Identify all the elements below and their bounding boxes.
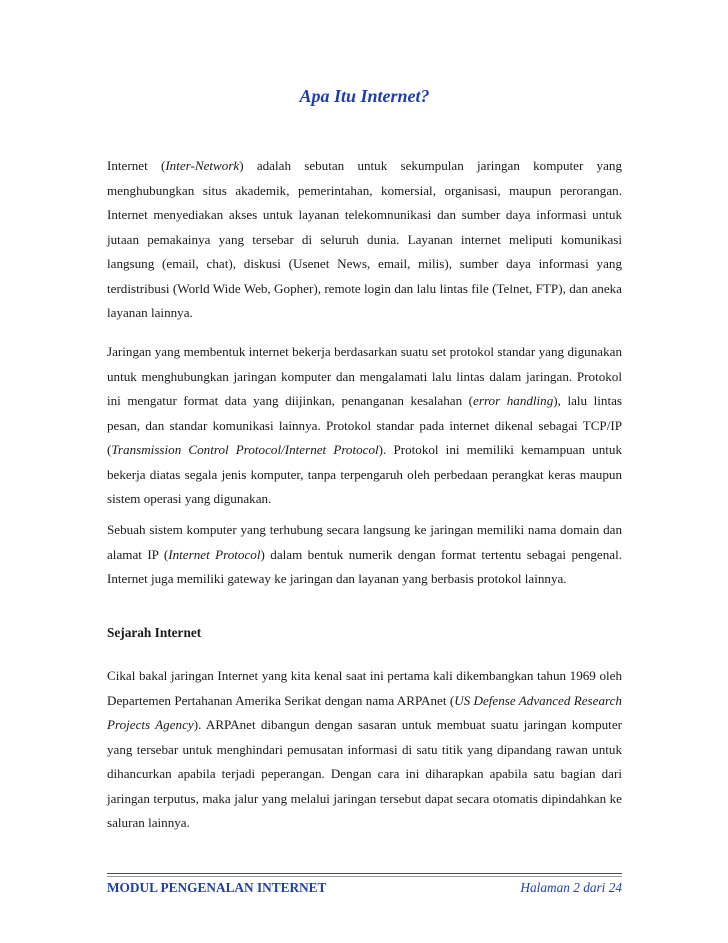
- footer-page-number: Halaman 2 dari 24: [520, 880, 622, 895]
- text-run: ) dalam bentuk numerik dengan format tertentu sebagai pengenal. Internet juga memiliki gateway ke jaringan dan layanan yang berbasis protokol lainnya.: [107, 546, 623, 586]
- paragraph-domain-ip: [107, 518, 622, 592]
- text-run: Cikal bakal jaringan Internet yang kita kenal saat ini pertama kali dikembangkan tahun 1969 oleh Departemen Pertahanan Amerika Serikat dengan nama ARPAnet (: [107, 668, 622, 708]
- text-run: Internet (: [107, 158, 166, 173]
- italic-term: error handling: [473, 393, 554, 408]
- footer-module-title: MODUL PENGENALAN INTERNET: [107, 880, 327, 895]
- paragraph-internet-definition: [107, 154, 622, 326]
- italic-term: Internet Protocol: [168, 546, 261, 562]
- text-run: Sebuah sistem komputer yang terhubung secara langsung ke jaringan memiliki nama domain dan alamat IP (: [107, 522, 622, 562]
- text-run: ). Protokol ini memiliki kemampuan untuk bekerja diatas segala jenis komputer, tanpa terpengaruh oleh perbedaan perangkat keras maupun sistem operasi yang digunakan.: [107, 442, 623, 506]
- page-title: Apa Itu Internet?: [299, 86, 430, 106]
- paragraph-internet-protocol: [107, 340, 622, 512]
- footer-divider: [107, 873, 622, 874]
- section-heading: Sejarah Internet: [107, 625, 202, 640]
- text-run: ) adalah sebutan untuk sekumpulan jaringan komputer yang menghubungkan situs akademik, pemerintahan, komersial, organisasi, maupun perorangan. Internet menyediakan akses untuk layanan telekomnunikasi dan sumber daya informasi untuk jutaan pemakainya yang tersebar di seluruh dunia. Layanan internet meliputi komunikasi langsung (email, chat), diskusi (Usenet News, email, milis), sumber daya informasi yang terdistribusi (World Wide Web, Gopher), remote login dan lalu lintas file (Telnet, FTP), dan aneka layanan lainnya.: [107, 158, 622, 320]
- text-run: ). ARPAnet dibangun dengan sasaran untuk membuat suatu jaringan komputer yang tersebar untuk menghindari pemusatan informasi di satu titik yang dipandang rawan untuk dihancurkan apabila terjadi peperangan. Dengan cara ini diharapkan apabila satu bagian dari jaringan terputus, maka jalur yang melalui jaringan tersebut dapat secara otomatis dipindahkan ke saluran lainnya.: [107, 717, 622, 830]
- italic-term: Transmission Control Protocol/Internet Protocol: [111, 442, 379, 457]
- italic-term: Inter-Network: [165, 158, 240, 173]
- document-page: [107, 0, 622, 943]
- italic-term: US Defense Advanced Research Projects Agency: [107, 692, 622, 732]
- text-run: Jaringan yang membentuk internet bekerja berdasarkan suatu set protokol standar yang digunakan untuk menghubungkan jaringan komputer dan mengalamati lalu lintas dalam jaringan. Protokol ini mengatur format data yang diijinkan, penanganan kesalahan (: [107, 344, 622, 408]
- paragraph-history: [107, 664, 622, 836]
- text-run: ), lalu lintas pesan, dan standar komunikasi lainnya. Protokol standar pada internet dikenal sebagai TCP/IP (: [107, 393, 622, 457]
- footer-divider-secondary: [107, 876, 622, 877]
